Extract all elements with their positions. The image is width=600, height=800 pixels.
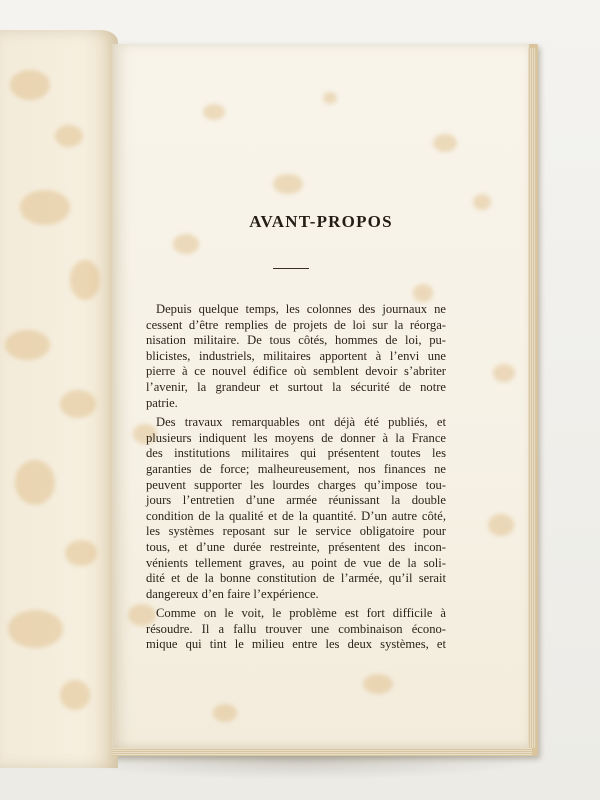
text-line: résoudre. Il a fallu trouver une combinaison écono- [146, 621, 446, 636]
text-line: mique qui tint le milieu entre les deux systèmes, et [146, 637, 446, 652]
text-line: Comme on le voit, le problème est fort difficile à [156, 606, 446, 621]
text-line: les systèmes reposant sur le service obligatoire pour [146, 524, 446, 539]
text-line: l’avenir, la grandeur et surtout la sécurité de notre [146, 379, 446, 394]
text-line: Des travaux remarquables ont déjà été publiés, et [156, 415, 446, 430]
page-edges-right [528, 48, 536, 748]
page-edges-bottom [112, 748, 532, 756]
text-line: tous, et d’une durée restreinte, présentent des incon- [146, 539, 446, 554]
body-text [146, 302, 446, 653]
text-line: des institutions militaires qui présentent toutes les [146, 446, 446, 461]
text-line: jours l’entretien d’une armée réunissant la double [146, 493, 446, 508]
text-line: peuvent supporter les lourdes charges qu’impose tou- [146, 477, 446, 492]
text-line: plusieurs indiquent les moyens de donner à la France [146, 430, 446, 445]
text-line: garanties de force; malheureusement, nos finances ne [146, 461, 446, 476]
left-page [0, 30, 118, 768]
right-page [112, 44, 529, 750]
text-line: vénients tellement graves, au point de vue de la soli- [146, 555, 446, 570]
text-line: Depuis quelque temps, les colonnes des journaux ne [156, 302, 446, 316]
text-line: pierre à ce nouvel édifice où semblent devoir s’abriter [146, 364, 446, 379]
text-line: dité et de la bonne constitution de l’armée, qu’il serait [146, 571, 446, 586]
text-line: nisation militaire. De tous côtés, hommes de loi, pu- [146, 333, 446, 348]
text-line: patrie. [146, 395, 178, 410]
text-line: dangereux d’en faire l’expérience. [146, 586, 319, 601]
page-heading: AVANT-PROPOS [249, 212, 393, 231]
text-line: blicistes, industriels, militaires apportent à l’envi une [146, 348, 446, 363]
text-line: cessent d’être remplies de projets de loi sur la réorga- [146, 317, 446, 332]
text-line: condition de la qualité et de la quantité. D’un autre côté, [146, 508, 446, 523]
heading-rule [273, 268, 309, 269]
